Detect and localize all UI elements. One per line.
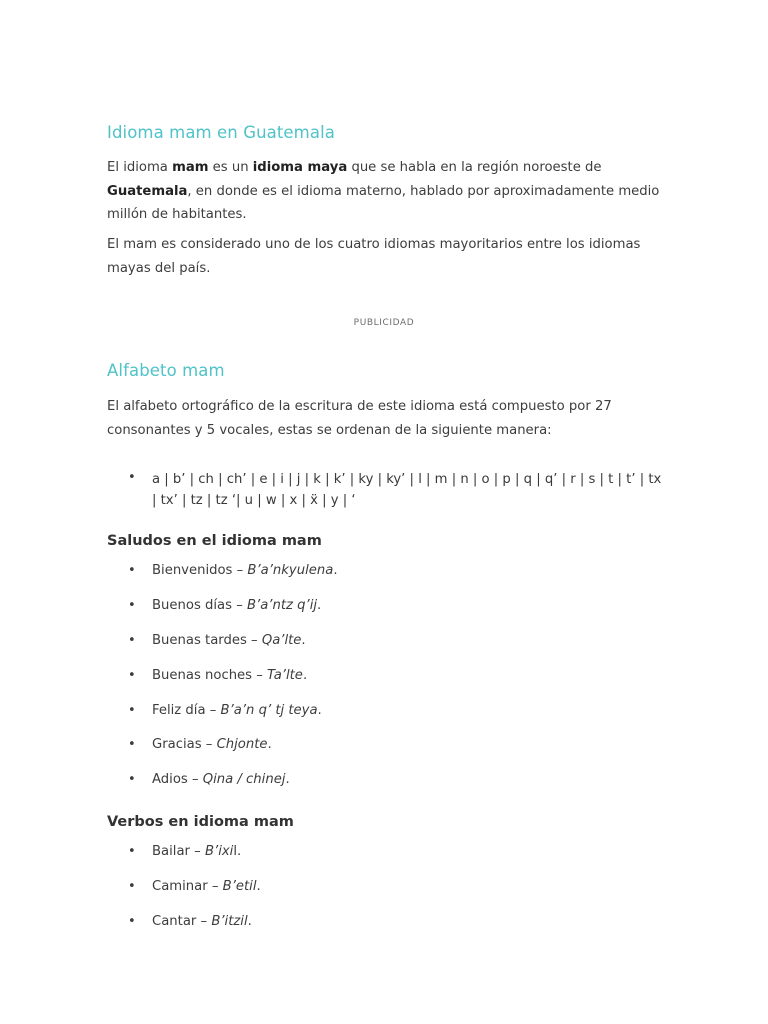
mam-term: B’etil (222, 879, 257, 894)
bullet-icon: • (128, 563, 136, 578)
mam-term-tail: l (233, 844, 237, 859)
mam-term: Ta’lte (267, 668, 303, 683)
advertisement-label: PUBLICIDAD (353, 318, 415, 328)
bold-term-idioma-maya: idioma maya (252, 160, 348, 175)
bullet-icon: • (128, 879, 136, 894)
text-run: que se habla en la región noroeste de (347, 160, 602, 175)
mam-term: B’ixi (204, 844, 234, 859)
bullet-icon: • (128, 703, 136, 718)
spanish-term: Buenos días (152, 598, 232, 613)
separator: – (189, 844, 205, 859)
spanish-term: Bailar (152, 844, 190, 859)
bold-term-mam: mam (172, 160, 209, 175)
spanish-term: Buenas noches (152, 668, 253, 683)
mam-term: Qina / chinej (202, 772, 286, 787)
period: . (247, 914, 252, 929)
section-heading-saludos: Saludos en el idioma mam (107, 533, 322, 549)
mam-term: Chjonte (216, 737, 268, 752)
separator: – (201, 737, 217, 752)
text-run: es un (208, 160, 253, 175)
section-heading-alfabeto: Alfabeto mam (107, 361, 225, 380)
spanish-term: Adios (152, 772, 188, 787)
period: . (301, 633, 306, 648)
bold-term-guatemala: Guatemala (107, 183, 188, 199)
mam-term: B’a’n q’ tj teya (220, 703, 318, 718)
separator: – (252, 668, 268, 683)
bullet-icon: • (128, 633, 136, 648)
period: . (333, 563, 338, 578)
section-heading-verbos: Verbos en idioma mam (107, 814, 294, 830)
mam-term: B’a’nkyulena (247, 563, 334, 578)
bullet-icon: • (128, 598, 136, 613)
spanish-term: Feliz día (152, 703, 206, 718)
period: . (267, 737, 272, 752)
alphabet-letters: a | b’ | ch | ch’ | e | i | j | k | k’ | ky | ky’ | l | m | n | o | p | q | q’ | r | s | t | t’ | tx | tx’ | tz | tz ‘| u | w | x | ẍ | y | ‘ (152, 472, 662, 508)
text-run: El idioma (107, 160, 173, 175)
bullet-icon: • (128, 668, 136, 683)
separator: – (187, 772, 203, 787)
section-heading-idioma-mam: Idioma mam en Guatemala (107, 123, 335, 142)
period: . (302, 668, 308, 683)
mam-term: B’itzil (211, 914, 248, 929)
spanish-term: Cantar (152, 914, 197, 929)
separator: – (207, 879, 223, 894)
separator: – (232, 598, 247, 613)
paragraph-alfabeto: El alfabeto ortográfico de la escritura de este idioma está compuesto por 27 consonantes y 5 vocales, estas se ordenan de la siguiente manera: (107, 399, 612, 438)
separator: – (246, 633, 262, 648)
period: . (285, 772, 290, 787)
mam-term: Qa’lte (261, 633, 302, 648)
period: . (256, 879, 261, 894)
bullet-icon: • (128, 737, 136, 752)
spanish-term: Bienvenidos (152, 563, 233, 578)
period: . (237, 844, 242, 859)
paragraph-intro (107, 156, 667, 227)
period: . (317, 703, 322, 718)
bullet-icon: • (128, 914, 136, 929)
separator: – (196, 914, 212, 929)
paragraph-mayoritarios: El mam es considerado uno de los cuatro idiomas mayoritarios entre los idiomas mayas del país. (107, 237, 641, 276)
separator: – (232, 563, 248, 578)
bullet-icon: • (128, 772, 136, 787)
bullet-icon: • (128, 844, 136, 859)
spanish-term: Caminar (152, 879, 208, 894)
spanish-term: Buenas tardes (152, 633, 247, 648)
bullet-icon: • (128, 470, 136, 485)
text-run: , en donde es el idioma materno, hablado por aproximadamente medio millón de habitantes. (107, 183, 660, 222)
period: . (317, 598, 322, 613)
spanish-term: Gracias (152, 737, 202, 752)
mam-term: B’a’ntz q’ij (246, 598, 318, 613)
separator: – (205, 703, 221, 718)
